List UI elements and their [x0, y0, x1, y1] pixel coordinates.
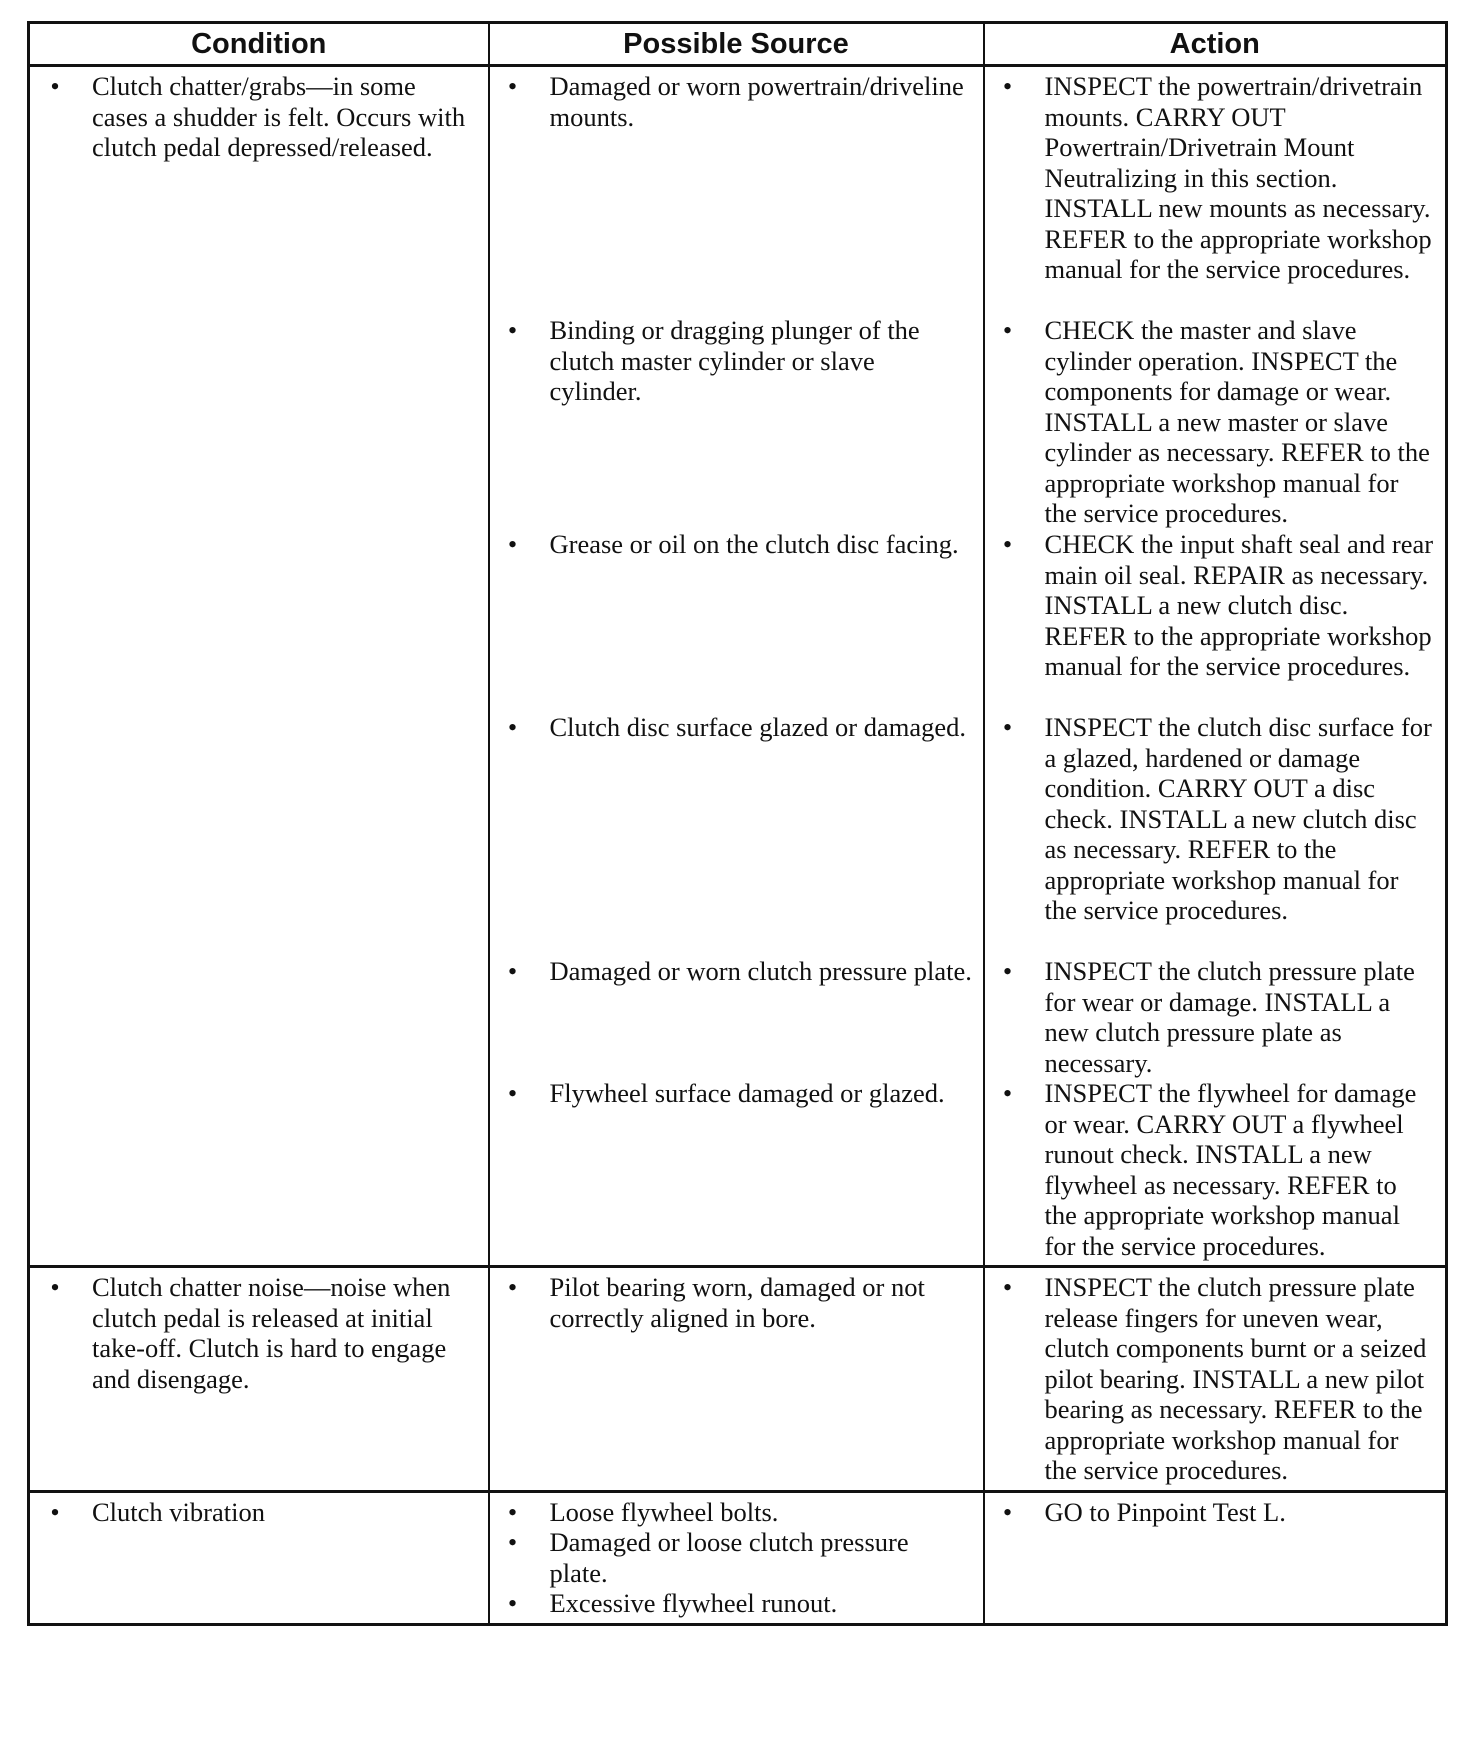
action-text: INSPECT the clutch pressure plate release fingers for uneven wear, clutch components burnt or a seized pilot bearing. INSTALL a new pilot bearing as necessary. REFER to the appropriate workshop manual for the service procedures. — [1044, 1272, 1427, 1485]
list-item — [502, 315, 973, 529]
diagnosis-table — [27, 21, 1448, 1626]
source-text: Damaged or loose clutch pressure plate. — [549, 1527, 909, 1588]
condition-cell — [29, 1267, 489, 1492]
bullet-icon: • — [50, 71, 60, 101]
list-item — [502, 1078, 973, 1109]
source-text: Loose flywheel bolts. — [549, 1496, 779, 1527]
bullet-icon: • — [1002, 712, 1013, 742]
list-item — [502, 71, 973, 315]
source-text: Flywheel surface damaged or glazed. — [549, 1078, 945, 1108]
bullet-icon: • — [507, 1527, 518, 1557]
source-cell — [489, 1491, 984, 1624]
source-cell — [489, 1267, 984, 1492]
list-item — [997, 315, 1436, 529]
condition-cell — [29, 66, 489, 1267]
condition-text: Clutch chatter/grabs—in some cases a shudder is felt. Occurs with clutch pedal depressed/released. — [92, 71, 466, 162]
header-condition: Condition — [29, 23, 489, 66]
bullet-icon: • — [1002, 71, 1013, 101]
header-row — [29, 23, 1447, 66]
condition-text: Clutch chatter noise—noise when clutch pedal is released at initial take-off. Clutch is hard to engage and disengage. — [92, 1272, 451, 1394]
bullet-icon: • — [1002, 1272, 1013, 1302]
action-text: INSPECT the clutch pressure plate for wear or damage. INSTALL a new clutch pressure plate as necessary. — [1044, 956, 1415, 1078]
list-item — [997, 1497, 1436, 1528]
bullet-icon: • — [1002, 529, 1013, 559]
bullet-icon: • — [1002, 315, 1013, 345]
action-text: INSPECT the clutch disc surface for a glazed, hardened or damage condition. CARRY OUT a disc check. INSTALL a new clutch disc as necessary. REFER to the appropriate workshop manual for the service procedures. — [1044, 712, 1432, 925]
header-possible-source: Possible Source — [489, 23, 984, 66]
source-cell — [489, 66, 984, 1267]
list-item — [502, 529, 973, 712]
bullet-icon: • — [507, 712, 518, 742]
bullet-icon: • — [1002, 956, 1013, 986]
source-text: Damaged or worn powertrain/driveline mounts. — [549, 71, 964, 132]
bullet-icon: • — [1002, 1496, 1013, 1527]
source-text: Excessive flywheel runout. — [549, 1588, 838, 1618]
bullet-icon: • — [507, 956, 518, 986]
list-item — [997, 956, 1436, 1078]
list-item — [44, 71, 478, 163]
bullet-icon: • — [507, 1272, 518, 1302]
header-action: Action — [984, 23, 1447, 66]
action-text: INSPECT the flywheel for damage or wear. CARRY OUT a flywheel runout check. INSTALL a new flywheel as necessary. REFER to the appropriate workshop manual for the service procedures. — [1044, 1078, 1417, 1261]
bullet-icon: • — [507, 1078, 518, 1108]
action-text: INSPECT the powertrain/drivetrain mounts. CARRY OUT Powertrain/Drivetrain Mount Neutralizing in this section. INSTALL new mounts as necessary. REFER to the appropriate workshop manual for the service procedures. — [1044, 71, 1432, 284]
action-text: GO to Pinpoint Test L. — [1044, 1496, 1286, 1527]
list-item — [502, 1497, 973, 1528]
action-cell — [984, 66, 1447, 1267]
table-row — [29, 1491, 1447, 1624]
action-text: CHECK the input shaft seal and rear main oil seal. REPAIR as necessary. INSTALL a new clutch disc. REFER to the appropriate workshop manual for the service procedures. — [1044, 529, 1434, 681]
bullet-icon: • — [507, 1588, 518, 1618]
bullet-icon: • — [50, 1272, 60, 1302]
list-item — [44, 1272, 478, 1394]
list-item — [502, 712, 973, 956]
list-item — [997, 712, 1436, 956]
bullet-icon: • — [507, 1496, 518, 1527]
action-cell — [984, 1491, 1447, 1624]
source-text: Pilot bearing worn, damaged or not correctly aligned in bore. — [549, 1272, 925, 1333]
list-item — [997, 1272, 1436, 1486]
source-text: Binding or dragging plunger of the clutch master cylinder or slave cylinder. — [549, 315, 920, 406]
action-text: CHECK the master and slave cylinder operation. INSPECT the components for damage or wear. INSTALL a new master or slave cylinder as necessary. REFER to the appropriate workshop manual for the service procedures. — [1044, 315, 1430, 528]
condition-cell — [29, 1491, 489, 1624]
condition-text: Clutch vibration — [92, 1496, 265, 1527]
bullet-icon: • — [50, 1496, 60, 1527]
bullet-icon: • — [1002, 1078, 1013, 1108]
table-row — [29, 66, 1447, 1267]
action-cell — [984, 1267, 1447, 1492]
list-item — [44, 1497, 478, 1528]
bullet-icon: • — [507, 71, 518, 101]
list-item — [997, 71, 1436, 315]
list-item — [502, 1588, 973, 1619]
list-item — [997, 529, 1436, 712]
source-text: Damaged or worn clutch pressure plate. — [549, 956, 972, 986]
list-item — [502, 1272, 973, 1333]
list-item — [502, 1527, 973, 1588]
list-item — [502, 956, 973, 1078]
source-text: Clutch disc surface glazed or damaged. — [549, 712, 966, 742]
bullet-icon: • — [507, 315, 518, 345]
table-row — [29, 1267, 1447, 1492]
source-text: Grease or oil on the clutch disc facing. — [549, 529, 959, 559]
list-item — [997, 1078, 1436, 1261]
bullet-icon: • — [507, 529, 518, 559]
